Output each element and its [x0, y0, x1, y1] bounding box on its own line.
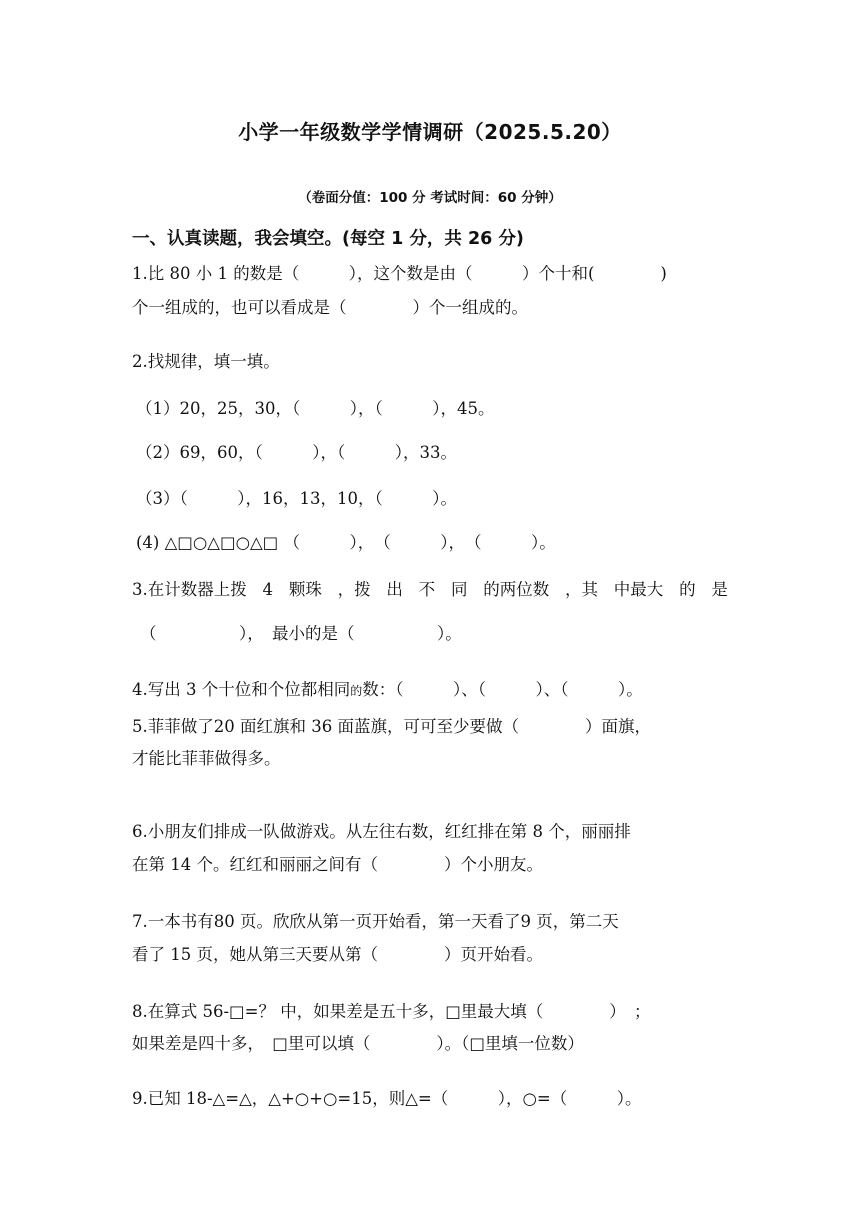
question-2-part-1: （1）20，25，30，（ ），（ ），45。	[136, 399, 495, 418]
question-4-suffix: 数：（ ）、（ ）、（ ）。	[362, 680, 643, 699]
question-7-line-1: 7.一本书有80 页。欣欣从第一页开始看，第一天看了9 页，第二天	[132, 912, 619, 931]
question-1-line-2: 个一组成的，也可以看成是（ ）个一组成的。	[132, 298, 528, 317]
question-2-part-4: (4) △□○△□○△□ （ ）， （ ）， （ ）。	[136, 533, 556, 552]
question-3-word: 出	[386, 580, 403, 599]
question-7-line-2: 看了 15 页，她从第三天要从第（ ）页开始看。	[132, 945, 543, 964]
question-3-word: 4	[262, 580, 274, 599]
question-3-word: ，拨	[337, 580, 371, 599]
question-3-line-2: （ ）， 最小的是（ ）。	[140, 624, 462, 643]
question-9: 9.已知 18-△=△，△+○+○=15，则△=（ ），○=（ ）。	[132, 1089, 642, 1108]
question-3-word: 不	[418, 580, 436, 599]
question-8-line-2: 如果差是四十多， □里可以填（ ）。（□里填一位数）	[132, 1034, 584, 1053]
exam-info: （卷面分值：100 分 考试时间：60 分钟）	[298, 190, 562, 206]
question-5-line-2: 才能比菲菲做得多。	[132, 749, 281, 768]
question-6-line-2: 在第 14 个。红红和丽丽之间有（ ）个小朋友。	[132, 855, 543, 874]
page-title: 小学一年级数学学情调研（2025.5.20）	[238, 120, 622, 144]
question-2-part-2: （2）69，60，（ ），（ ），33。	[136, 443, 457, 462]
question-3-word: ，其	[565, 580, 598, 599]
question-3-word: 3.在计数器上拨	[132, 580, 247, 599]
question-3-word: 中最大	[613, 580, 664, 599]
question-3-word: 的两位数	[483, 580, 550, 599]
question-4	[132, 678, 643, 703]
section-heading-fill-blanks: 一、认真读题，我会填空。(每空 1 分，共 26 分)	[132, 229, 524, 249]
question-3-word: 同	[450, 580, 468, 599]
question-3-word: 的	[679, 580, 696, 599]
question-3-line-1	[132, 578, 728, 602]
question-8-line-1: 8.在算式 56-□=？ 中，如果差是五十多，□里最大填（ ） ；	[132, 1002, 651, 1021]
question-6-line-1: 6.小朋友们排成一队做游戏。从左往右数，红红排在第 8 个，丽丽排	[132, 822, 631, 841]
question-4-prefix: 4.写出 3 个十位和个位都相同	[132, 680, 351, 699]
question-1-line-1: 1.比 80 小 1 的数是（ ），这个数是由（ ）个十和( )	[132, 264, 667, 283]
question-4-small-char: 的	[350, 684, 363, 698]
question-3-word: 颗珠	[288, 580, 322, 599]
question-5-line-1: 5.菲菲做了20 面红旗和 36 面蓝旗，可可至少要做（ ）面旗，	[132, 717, 651, 736]
question-2-stem: 2.找规律，填一填。	[132, 352, 280, 371]
question-3-word: 是	[711, 580, 728, 599]
question-2-part-3: （3）（ ），16，13，10，（ ）。	[136, 489, 457, 508]
